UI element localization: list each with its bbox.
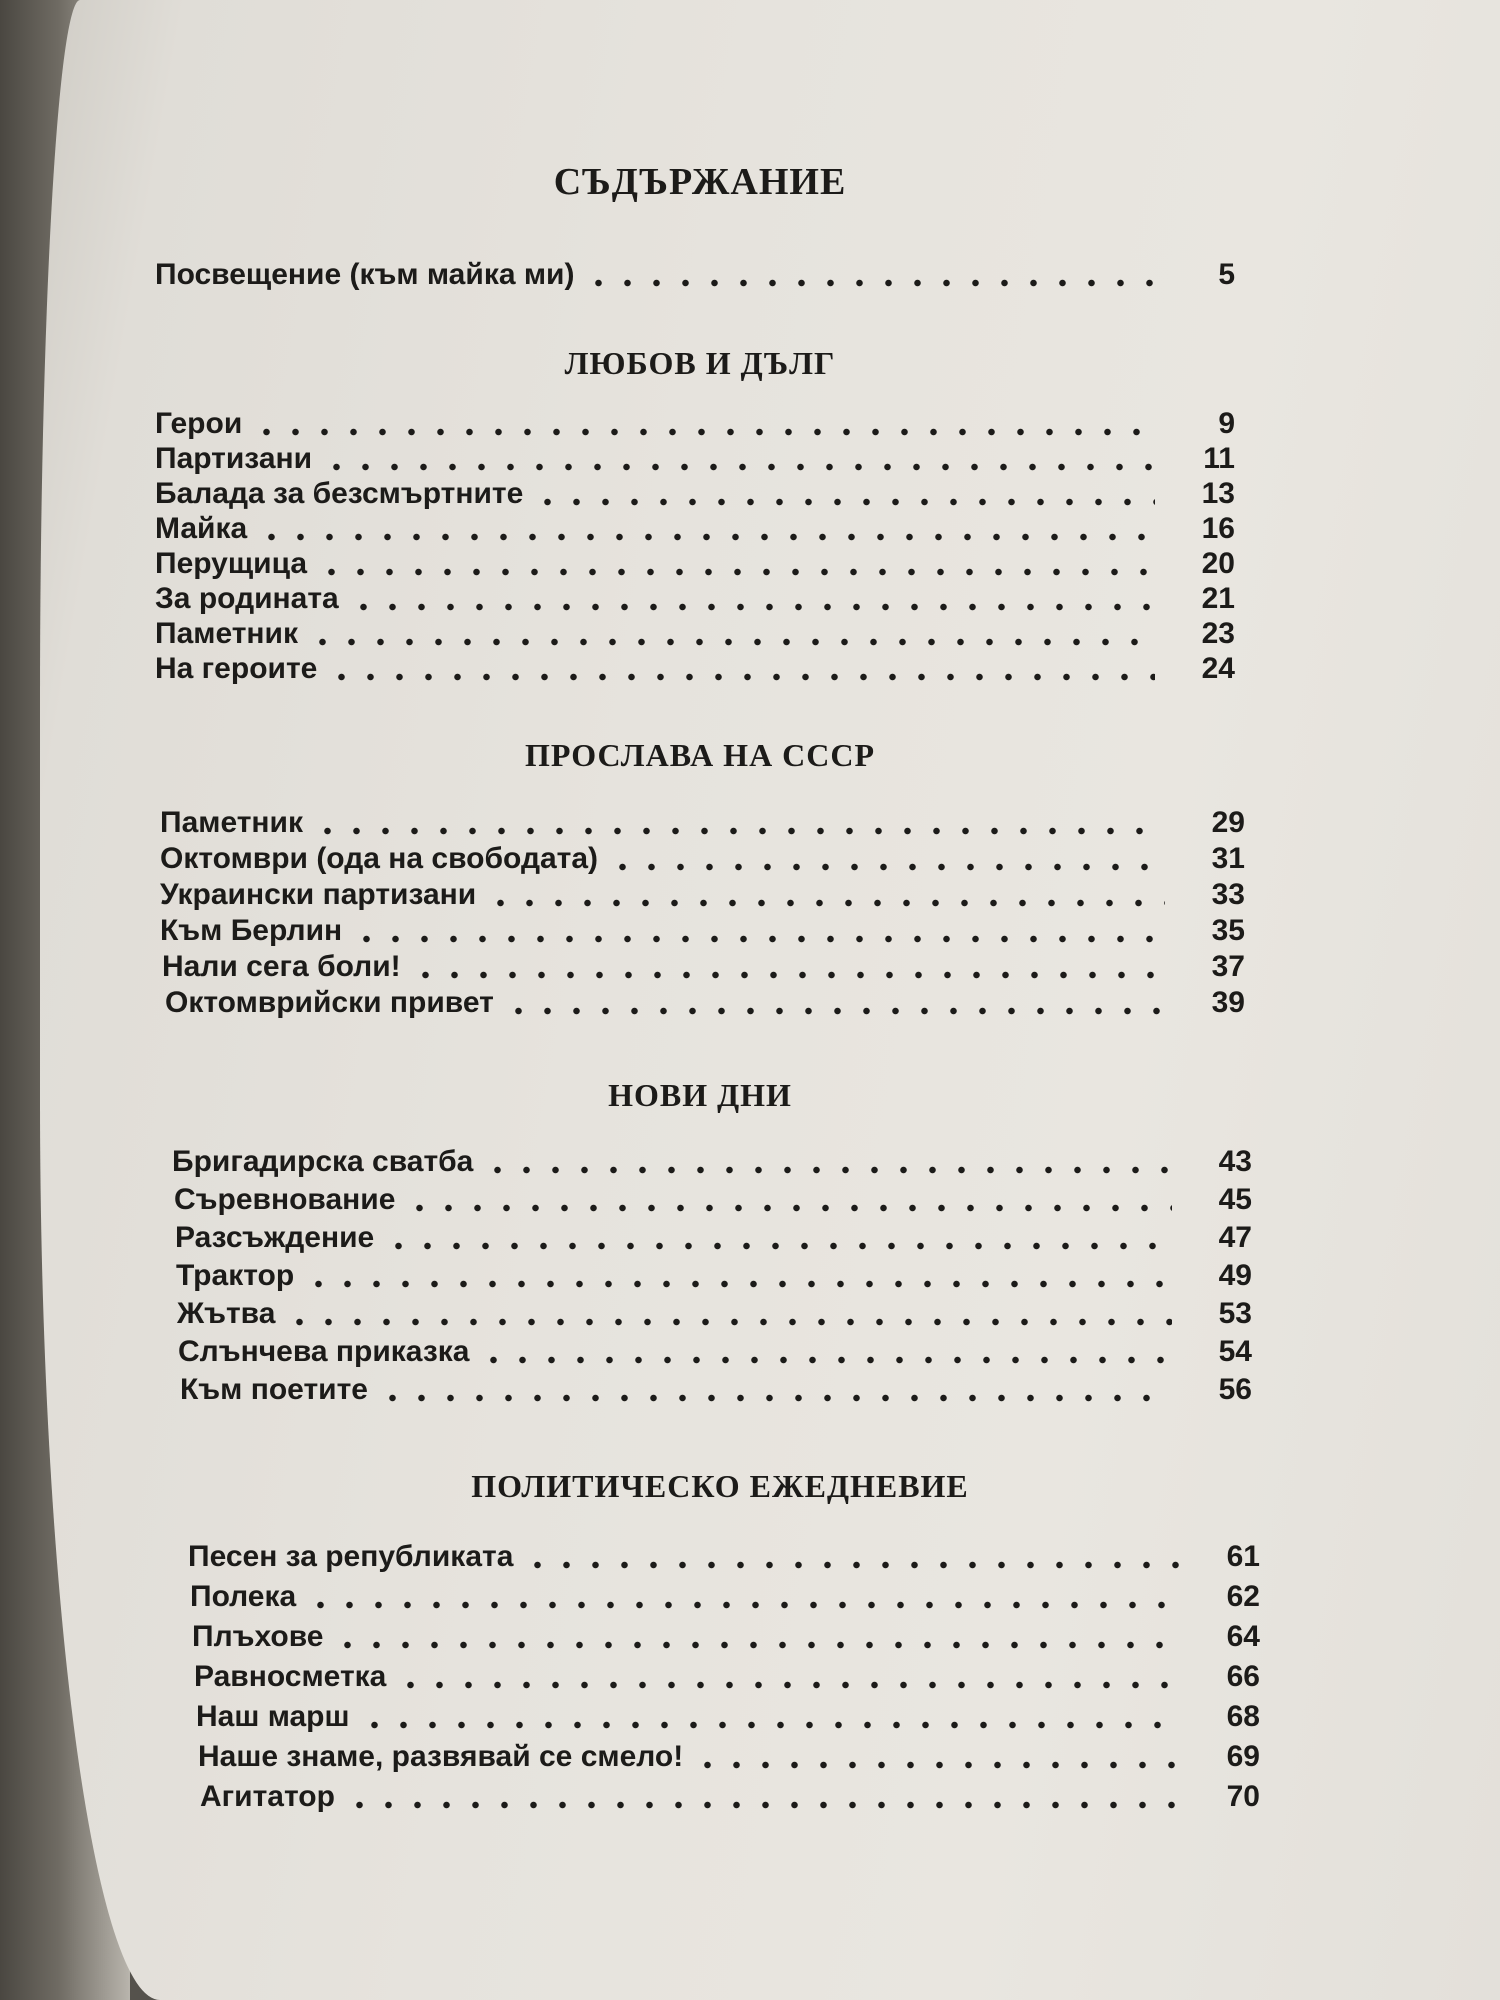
entry-page: 20: [1201, 547, 1235, 580]
entry-page: 23: [1201, 617, 1235, 650]
dot-leader: [504, 986, 1165, 1020]
section-heading-3: НОВИ ДНИ: [608, 1077, 792, 1113]
dot-leader: [352, 914, 1165, 948]
dot-leader: [378, 1373, 1172, 1407]
entry-page: 43: [1218, 1145, 1252, 1178]
entry-page: 68: [1226, 1700, 1260, 1733]
entry-title: Трактор: [176, 1259, 295, 1292]
toc-entry: [176, 1259, 1252, 1293]
entry-title: Майка: [155, 512, 248, 545]
entry-page: 39: [1211, 986, 1245, 1019]
toc-entry: [200, 1780, 1260, 1814]
entry-title: Октомврийски привет: [165, 986, 494, 1019]
toc-entry: [162, 950, 1245, 984]
entry-title: Балада за безсмъртните: [155, 477, 524, 510]
entry-page: 53: [1218, 1297, 1252, 1330]
entry-page: 9: [1218, 407, 1235, 440]
toc-entry: [178, 1335, 1252, 1369]
entry-title: Наше знаме, развявай се смело!: [198, 1740, 684, 1773]
toc-entry: [155, 582, 1235, 616]
entry-title: Агитатор: [200, 1780, 335, 1813]
entry-page: 62: [1226, 1580, 1260, 1613]
toc-entry: [160, 842, 1245, 876]
toc-entry: [190, 1580, 1260, 1614]
entry-title: Украински партизани: [160, 878, 477, 911]
toc-entry: [155, 512, 1235, 546]
entry-title: Герои: [155, 407, 243, 440]
entry-title: Наш марш: [196, 1700, 350, 1733]
dot-leader: [252, 407, 1155, 441]
dot-leader: [349, 582, 1155, 616]
toc-entry: [175, 1221, 1252, 1255]
entry-page: 31: [1211, 842, 1245, 875]
entry-title: Партизани: [155, 442, 313, 475]
toc-entry: [155, 407, 1235, 441]
entry-title: Към Берлин: [160, 914, 343, 947]
entry-page: 70: [1226, 1780, 1260, 1813]
toc-entry: [188, 1540, 1260, 1574]
entry-page: 47: [1218, 1221, 1252, 1254]
entry-page: 54: [1218, 1335, 1252, 1368]
section-heading-4: ПОЛИТИЧЕСКО ЕЖЕДНЕВИЕ: [471, 1468, 969, 1504]
dot-leader: [479, 1335, 1172, 1369]
entry-page: 61: [1226, 1540, 1260, 1573]
dot-leader: [405, 1183, 1172, 1217]
entry-page: 56: [1218, 1373, 1252, 1406]
entry-title: Съревнование: [174, 1183, 396, 1216]
dot-leader: [313, 806, 1165, 840]
dot-leader: [317, 547, 1155, 581]
dot-leader: [411, 950, 1165, 984]
dot-leader: [333, 1620, 1180, 1654]
entry-page: 69: [1226, 1740, 1260, 1773]
dot-leader: [304, 1259, 1172, 1293]
toc-entry: [196, 1700, 1260, 1734]
section-heading-1: ЛЮБОВ И ДЪЛГ: [564, 345, 836, 381]
section-heading-2: ПРОСЛАВА НА СССР: [524, 737, 876, 773]
dot-leader: [384, 1221, 1172, 1255]
entry-page: 11: [1203, 442, 1235, 475]
entry-page: 45: [1218, 1183, 1252, 1216]
dot-leader: [396, 1660, 1180, 1694]
dot-leader: [345, 1780, 1180, 1814]
toc-entry: [180, 1373, 1252, 1407]
toc-entry: [165, 986, 1245, 1020]
toc-entry: [160, 806, 1245, 840]
toc-entry: [160, 878, 1245, 912]
dot-leader: [533, 477, 1155, 511]
dot-leader: [322, 442, 1155, 476]
dot-leader: [360, 1700, 1180, 1734]
entry-title: Разсъждение: [175, 1221, 375, 1254]
entry-title: Бригадирска сватба: [172, 1145, 474, 1178]
entry-page: 5: [1218, 258, 1235, 291]
dot-leader: [257, 512, 1155, 546]
toc-entry: [155, 617, 1235, 651]
dot-leader: [523, 1540, 1180, 1574]
toc-entry: [198, 1740, 1260, 1774]
toc-entry: [174, 1183, 1252, 1217]
entry-title: Перущица: [155, 547, 308, 580]
entry-title: Полека: [190, 1580, 297, 1613]
toc-entry: [155, 652, 1235, 686]
entry-title: За родината: [155, 582, 339, 615]
dot-leader: [584, 258, 1155, 292]
toc-entry: [177, 1297, 1252, 1331]
toc-entry: [155, 547, 1235, 581]
entry-title: Слънчева приказка: [178, 1335, 470, 1368]
entry-title: Октомври (ода на свободата): [160, 842, 599, 875]
entry-title: Жътва: [177, 1297, 276, 1330]
entry-page: 29: [1211, 806, 1245, 839]
entry-page: 24: [1201, 652, 1235, 685]
entry-page: 33: [1211, 878, 1245, 911]
toc-entry: [192, 1620, 1260, 1654]
entry-page: 49: [1218, 1259, 1252, 1292]
dot-leader: [608, 842, 1165, 876]
entry-title: Паметник: [155, 617, 298, 650]
entry-page: 13: [1201, 477, 1235, 510]
entry-page: 64: [1226, 1620, 1260, 1653]
entry-page: 16: [1201, 512, 1235, 545]
entry-title: Песен за републиката: [188, 1540, 514, 1573]
entry-title: Равносметка: [194, 1660, 387, 1693]
toc-entry: [160, 914, 1245, 948]
entry-page: 21: [1201, 582, 1235, 615]
entry-title: Посвещение (към майка ми): [155, 258, 575, 291]
entry-title: Нали сега боли!: [162, 950, 401, 983]
entry-title: Паметник: [160, 806, 303, 839]
dot-leader: [285, 1297, 1172, 1331]
entry-page: 37: [1211, 950, 1245, 983]
dot-leader: [306, 1580, 1180, 1614]
dot-leader: [693, 1740, 1180, 1774]
dot-leader: [486, 878, 1165, 912]
entry-title: Плъхове: [192, 1620, 324, 1653]
entry-page: 35: [1211, 914, 1245, 947]
entry-title: На героите: [155, 652, 318, 685]
toc-entry: [155, 477, 1235, 511]
entry-page: 66: [1226, 1660, 1260, 1693]
toc-entry-intro: [155, 258, 1235, 292]
dot-leader: [483, 1145, 1172, 1179]
toc-entry: [194, 1660, 1260, 1694]
toc-entry: [172, 1145, 1252, 1179]
dot-leader: [327, 652, 1155, 686]
table-of-contents: [150, 0, 1260, 2000]
page-title: СЪДЪРЖАНИЕ: [553, 161, 847, 203]
entry-title: Към поетите: [180, 1373, 368, 1406]
toc-entry: [155, 442, 1235, 476]
dot-leader: [308, 617, 1155, 651]
